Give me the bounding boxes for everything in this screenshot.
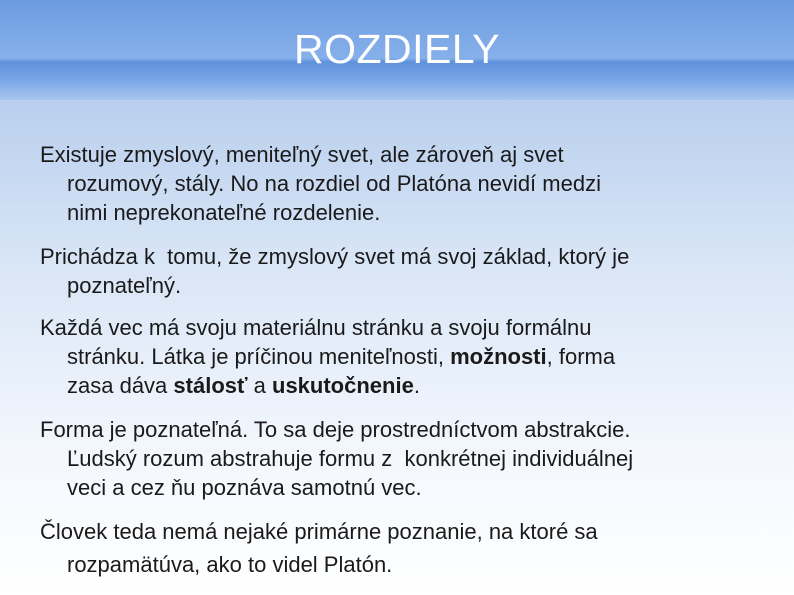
paragraph-line [40,371,780,400]
text-segment: a [247,373,272,398]
title-bar [0,0,794,100]
text-segment: zasa dáva [67,373,174,398]
paragraph [40,242,780,300]
paragraph [40,313,780,400]
paragraph-line [40,415,780,444]
paragraph [40,140,780,227]
paragraph-line [40,169,780,198]
text-segment: , forma [546,344,616,369]
paragraph-line [40,242,780,271]
bold-text: možnosti [450,344,547,369]
text-segment: nimi neprekonateľné rozdelenie. [67,200,381,225]
paragraph-line [40,140,780,169]
bold-text: uskutočnenie [272,373,414,398]
text-segment: rozpamätúva, ako to videl Platón. [67,552,393,577]
text-segment: rozumový, stály. No na rozdiel od Platóna nevidí medzi [67,171,601,196]
paragraph-line [40,342,780,371]
text-segment: Ľudský rozum abstrahuje formu z konkrétnej individuálnej [67,446,634,471]
paragraph-line [40,313,780,342]
text-segment: . [413,373,420,398]
text-segment: Forma je poznateľná. To sa deje prostredníctvom abstrakcie. [40,417,631,442]
paragraph-line [40,473,780,502]
paragraph [40,515,780,581]
paragraph [40,415,780,502]
text-segment: poznateľný. [67,273,182,298]
paragraph-line [40,515,780,548]
slide-title: ROZDIELY [294,26,500,72]
paragraph-line [40,271,780,300]
text-segment: Prichádza k tomu, že zmyslový svet má svoj základ, ktorý je [40,244,630,269]
bold-text: stálosť [173,373,248,398]
text-segment: Človek teda nemá nejaké primárne poznanie, na ktoré sa [40,519,598,544]
text-segment: veci a cez ňu poznáva samotnú vec. [67,475,422,500]
text-segment: Existuje zmyslový, meniteľný svet, ale zároveň aj svet [40,142,564,167]
paragraph-line [40,198,780,227]
text-segment: Každá vec má svoju materiálnu stránku a svoju formálnu [40,315,592,340]
paragraph-line [40,444,780,473]
paragraph-line [40,548,780,581]
text-segment: stránku. Látka je príčinou meniteľnosti, [67,344,451,369]
